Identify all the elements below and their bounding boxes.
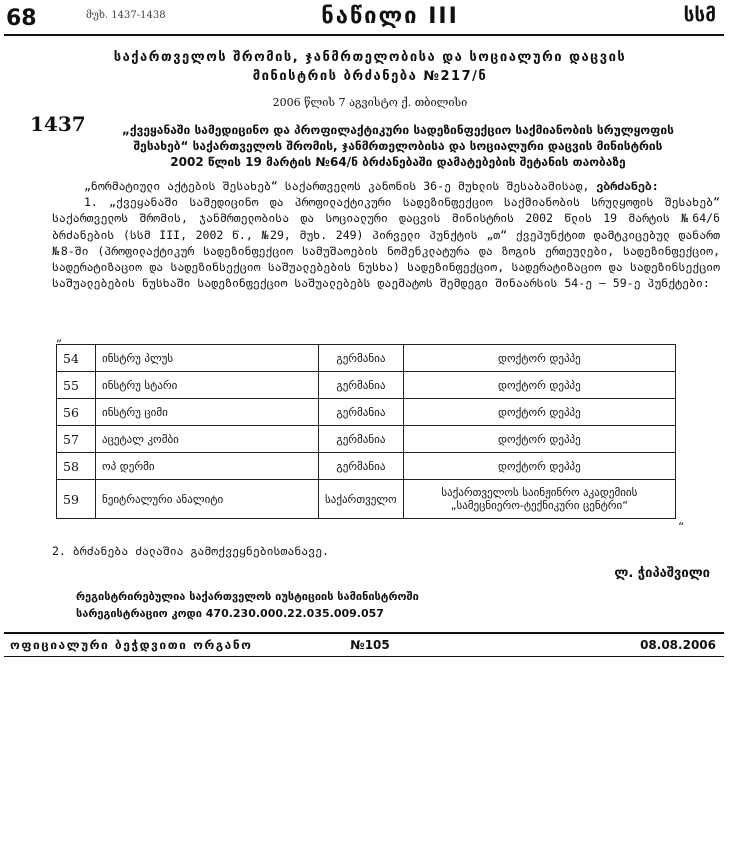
registration-code-label: სარეგისტრაციო კოდი [76,607,202,620]
product-country: გერმანია [319,345,404,372]
point-2: 2. ბრძანება ძალაშია გამოქვეყნებისთანავე. [52,544,329,558]
part-heading: ნაწილი III [321,4,459,29]
disinfectant-table [56,344,676,519]
footer-organ: ოფიციალური ბეჭდვითი ორგანო [10,638,253,652]
preamble [52,178,720,194]
product-name: ინსტრუ ციმი [96,399,319,426]
footer-rule [4,632,724,634]
article-reference: მუხ. 1437-1438 [86,10,166,21]
table-row [57,453,676,480]
product-manufacturer [403,480,675,519]
page-number: 68 [6,6,37,31]
footer-date: 08.08.2006 [640,638,716,652]
order-number: 1437 [30,112,86,136]
row-number: 57 [57,426,96,453]
product-name: ინსტრუ სტარი [96,372,319,399]
footer-rule-thin [4,656,724,657]
table-row [57,399,676,426]
title-line-1: „ქვეყანაში სამედიცინო და პროფილაქტიკური სადეზინფექციო საქმიანობის სრულყოფის [122,123,674,137]
product-country: საქართველო [319,480,404,519]
title-line-3: 2002 წლის 19 მარტის №64/ნ ბრძანებაში დამატებების შეტანის თაობაზე [170,155,626,169]
manufacturer-line-2: „სამეცნიერო-ტექნიკური ცენტრი“ [450,499,628,512]
registration-line-2 [76,605,419,622]
table-row [57,426,676,453]
row-number: 54 [57,345,96,372]
row-number: 58 [57,453,96,480]
signer-name: ლ. ჭიპაშვილი [614,566,710,581]
preamble-decree: ვბრძანებ: [596,179,659,193]
product-name: ნეიტრალური ანალიტი [96,480,319,519]
quote-open: „ [56,330,63,344]
table-row [57,345,676,372]
product-manufacturer: დოქტორ დეპპე [403,399,675,426]
title-line-2: შესახებ“ საქართველოს შრომის, ჯანმრთელობისა და სოციალური დაცვის მინისტრის [133,139,663,153]
ministry-line-1: საქართველოს შრომის, ჯანმრთელობისა და სოციალური დაცვის [113,50,627,65]
product-name: ოპ დერმი [96,453,319,480]
quote-close: “ [678,520,685,534]
date-line: 2006 წლის 7 აგვისტო ქ. თბილისი [272,96,468,109]
product-manufacturer: დოქტორ დეპპე [403,345,675,372]
product-country: გერმანია [319,399,404,426]
product-manufacturer: დოქტორ დეპპე [403,426,675,453]
footer-issue: №105 [350,638,390,652]
preamble-text: „ნორმატიული აქტების შესახებ“ საქართველოს კანონის 36-ე მუხლის შესაბამისად, [84,179,590,193]
top-rule [4,34,724,36]
registration-line-1: რეგისტრირებულია საქართველოს იუსტიციის სამინისტროში [76,590,419,603]
order-title [78,122,718,170]
row-number: 55 [57,372,96,399]
row-number: 59 [57,480,96,519]
product-country: გერმანია [319,372,404,399]
row-number: 56 [57,399,96,426]
product-manufacturer: დოქტორ დეპპე [403,453,675,480]
table-row [57,480,676,519]
point-1: 1. „ქვეყანაში სამედიცინო და პროფილაქტიკური სადეზინფექციო საქმიანობის სრულყოფის შესახებ“ საქართველოს შრომის, ჯანმრთელობისა და სოციალური დაცვის მინისტრის 2002 წლის 19 მარტის №64/ნ ბრძანების (სსმ III, 2002 წ., №29, მუხ. 249) პირველი პუნქტის „თ“ ქვეპუნქტით დამტკიცებულ დანართ №8-ში (პროფილაქტიკურ სადეზინფექციო სამუშაოების ნომენკლატურა და ზოგის ერთეულები, სადეზინფექციო, სადერატიზაციო და სადეზინსექციო საშუალებების ნუსხა) სადეზინფექციო, სადერატიზაციო და სადეზინსექციო საშუალებების ნუსხაში სადეზინფექციო საშუალებებს დაემატოს შემდეგი შინაარსის 54-ე – 59-ე პუნქტები: [52,195,720,291]
registration-code: 470.230.000.22.035.009.057 [205,607,384,620]
ministry-line-2: მინისტრის ბრძანება №217/ნ [252,69,488,84]
ministry-heading [30,48,710,86]
product-country: გერმანია [319,426,404,453]
registration-block [76,588,419,622]
table-row [57,372,676,399]
product-name: აცეტალ კომბი [96,426,319,453]
order-body [52,178,720,291]
gazette-marker: სსმ [683,4,716,26]
product-name: ინსტრუ პლუს [96,345,319,372]
manufacturer-line-1: საქართველოს საინჟინრო აკადემიის [441,486,638,499]
product-manufacturer: დოქტორ დეპპე [403,372,675,399]
product-country: გერმანია [319,453,404,480]
